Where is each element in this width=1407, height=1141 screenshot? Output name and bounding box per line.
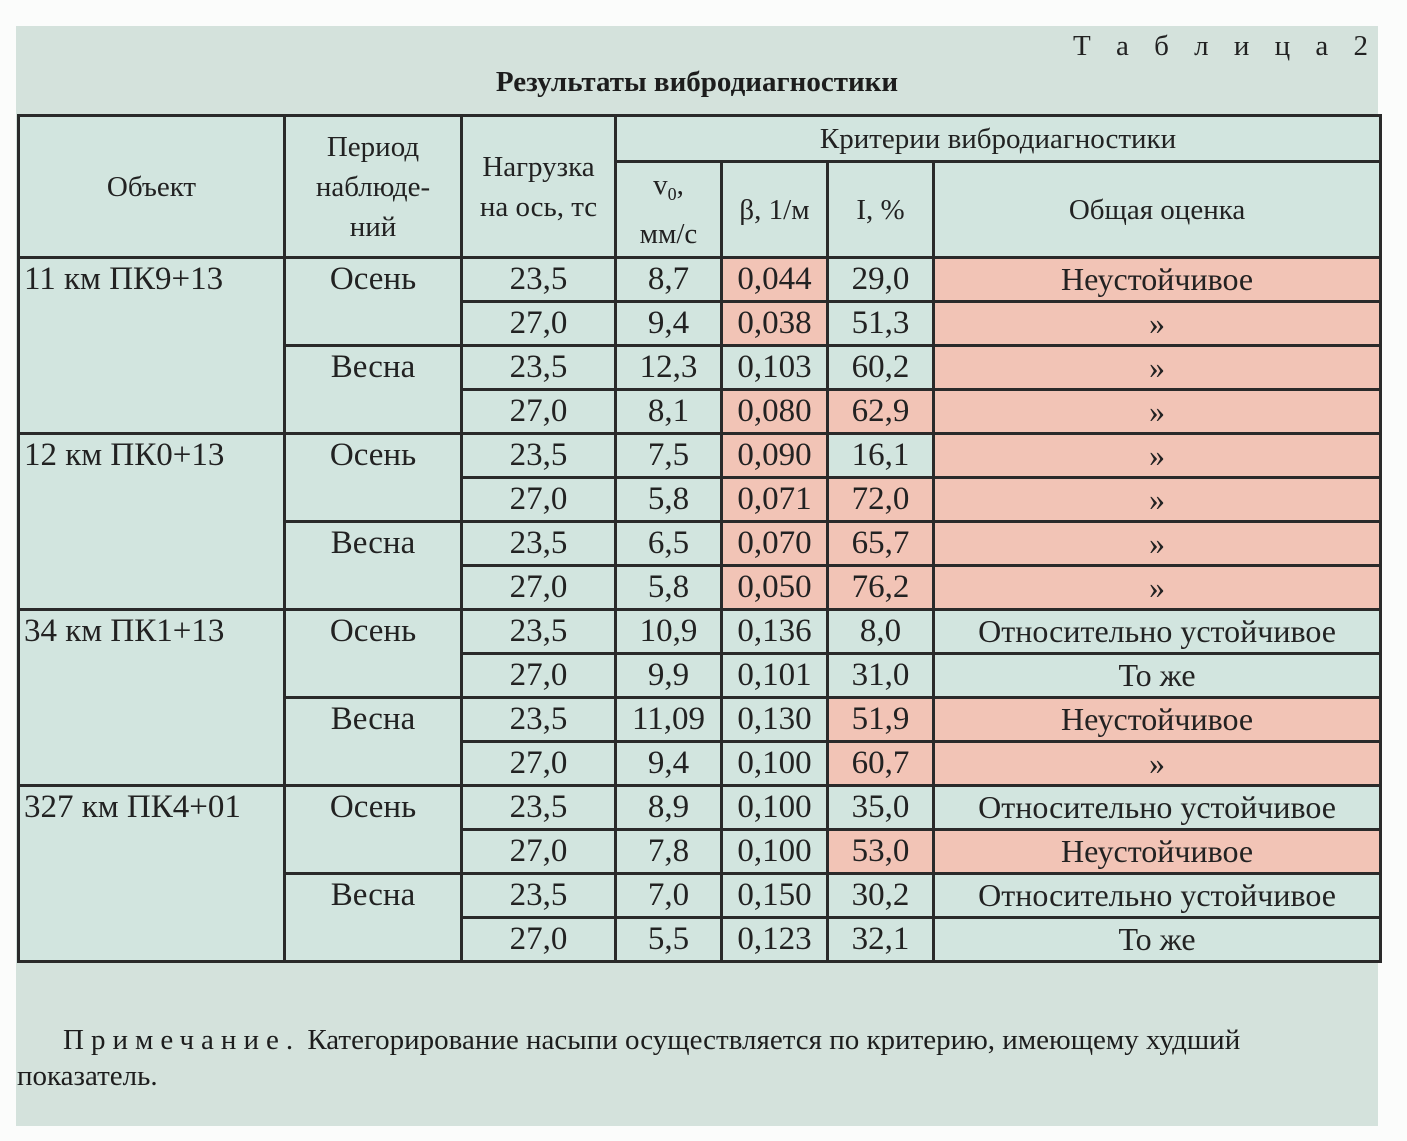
- cell-load: 27,0: [462, 654, 616, 698]
- table-row: [19, 610, 1381, 654]
- cell-beta: 0,150: [722, 874, 828, 918]
- cell-load: 23,5: [462, 786, 616, 830]
- cell-beta: 0,090: [722, 434, 828, 478]
- cell-load: 27,0: [462, 302, 616, 346]
- cell-eval: Неустойчивое: [934, 698, 1381, 742]
- cell-v0: 6,5: [616, 522, 722, 566]
- cell-load: 27,0: [462, 742, 616, 786]
- cell-beta: 0,103: [722, 346, 828, 390]
- cell-i: 32,1: [828, 918, 934, 962]
- cell-load: 23,5: [462, 434, 616, 478]
- cell-v0: 9,9: [616, 654, 722, 698]
- cell-v0: 8,9: [616, 786, 722, 830]
- cell-period: Осень: [285, 786, 462, 874]
- cell-i: 31,0: [828, 654, 934, 698]
- header-load: Нагрузка на ось, тс: [462, 116, 616, 258]
- cell-eval: »: [934, 346, 1381, 390]
- header-period: Период наблюде-ний: [285, 116, 462, 258]
- header-v0-unit: мм/с: [639, 218, 698, 250]
- table-title: Результаты вибродиагностики: [495, 66, 899, 98]
- cell-beta: 0,070: [722, 522, 828, 566]
- header-v0-symbol: v: [653, 169, 668, 201]
- note: [17, 1022, 1377, 1094]
- cell-beta: 0,130: [722, 698, 828, 742]
- cell-i: 16,1: [828, 434, 934, 478]
- cell-eval: »: [934, 522, 1381, 566]
- cell-eval: Неустойчивое: [934, 830, 1381, 874]
- table-row: [19, 434, 1381, 478]
- cell-v0: 9,4: [616, 302, 722, 346]
- cell-load: 27,0: [462, 830, 616, 874]
- cell-i: 51,3: [828, 302, 934, 346]
- cell-i: 62,9: [828, 390, 934, 434]
- note-text: Категорирование насыпи осуществляется по критерию, имеющему худший показатель.: [17, 1024, 1241, 1092]
- cell-i: 60,7: [828, 742, 934, 786]
- header-criteria: Критерии вибродиагностики: [616, 116, 1381, 162]
- cell-load: 27,0: [462, 478, 616, 522]
- cell-object: 34 км ПК1+13: [19, 610, 285, 786]
- header-v0-subscript: 0: [667, 184, 677, 204]
- cell-beta: 0,050: [722, 566, 828, 610]
- results-table: [17, 114, 1382, 963]
- cell-v0: 7,0: [616, 874, 722, 918]
- cell-i: 8,0: [828, 610, 934, 654]
- cell-i: 35,0: [828, 786, 934, 830]
- cell-i: 76,2: [828, 566, 934, 610]
- cell-object: 12 км ПК0+13: [19, 434, 285, 610]
- cell-beta: 0,136: [722, 610, 828, 654]
- cell-i: 65,7: [828, 522, 934, 566]
- cell-v0: 7,5: [616, 434, 722, 478]
- header-v0: [616, 162, 722, 258]
- header-v0-comma: ,: [676, 169, 684, 201]
- cell-v0: 5,8: [616, 566, 722, 610]
- cell-eval: То же: [934, 654, 1381, 698]
- cell-eval: »: [934, 302, 1381, 346]
- cell-object: 327 км ПК4+01: [19, 786, 285, 962]
- cell-eval: То же: [934, 918, 1381, 962]
- cell-eval: »: [934, 434, 1381, 478]
- cell-i: 60,2: [828, 346, 934, 390]
- cell-beta: 0,101: [722, 654, 828, 698]
- note-label: Примечание.: [63, 1024, 301, 1056]
- cell-load: 23,5: [462, 346, 616, 390]
- cell-beta: 0,038: [722, 302, 828, 346]
- cell-i: 53,0: [828, 830, 934, 874]
- cell-i: 29,0: [828, 258, 934, 302]
- cell-eval: Относительно устойчивое: [934, 610, 1381, 654]
- cell-eval: Относительно устойчивое: [934, 874, 1381, 918]
- cell-beta: 0,123: [722, 918, 828, 962]
- cell-v0: 12,3: [616, 346, 722, 390]
- header-i: I, %: [828, 162, 934, 258]
- cell-v0: 8,1: [616, 390, 722, 434]
- cell-i: 30,2: [828, 874, 934, 918]
- cell-beta: 0,080: [722, 390, 828, 434]
- cell-v0: 5,5: [616, 918, 722, 962]
- cell-period: Весна: [285, 698, 462, 786]
- cell-load: 23,5: [462, 258, 616, 302]
- cell-load: 23,5: [462, 522, 616, 566]
- cell-period: Весна: [285, 874, 462, 962]
- cell-period: Осень: [285, 610, 462, 698]
- cell-period: Осень: [285, 434, 462, 522]
- cell-object: 11 км ПК9+13: [19, 258, 285, 434]
- cell-i: 51,9: [828, 698, 934, 742]
- cell-eval: Относительно устойчивое: [934, 786, 1381, 830]
- cell-load: 27,0: [462, 918, 616, 962]
- cell-beta: 0,100: [722, 742, 828, 786]
- cell-load: 27,0: [462, 566, 616, 610]
- cell-load: 23,5: [462, 874, 616, 918]
- cell-period: Весна: [285, 346, 462, 434]
- cell-beta: 0,100: [722, 830, 828, 874]
- cell-v0: 9,4: [616, 742, 722, 786]
- cell-eval: »: [934, 742, 1381, 786]
- table-caption: Т а б л и ц а 2: [1073, 30, 1377, 62]
- header-eval: Общая оценка: [934, 162, 1381, 258]
- cell-eval: »: [934, 566, 1381, 610]
- table-body: [19, 258, 1381, 962]
- cell-eval: »: [934, 390, 1381, 434]
- table-row: [19, 258, 1381, 302]
- cell-v0: 5,8: [616, 478, 722, 522]
- cell-v0: 8,7: [616, 258, 722, 302]
- cell-v0: 7,8: [616, 830, 722, 874]
- cell-v0: 11,09: [616, 698, 722, 742]
- cell-eval: Неустойчивое: [934, 258, 1381, 302]
- cell-i: 72,0: [828, 478, 934, 522]
- cell-v0: 10,9: [616, 610, 722, 654]
- cell-eval: »: [934, 478, 1381, 522]
- table-row: [19, 786, 1381, 830]
- cell-load: 27,0: [462, 390, 616, 434]
- cell-load: 23,5: [462, 610, 616, 654]
- header-beta: β, 1/м: [722, 162, 828, 258]
- header-object: Объект: [19, 116, 285, 258]
- cell-beta: 0,044: [722, 258, 828, 302]
- cell-period: Осень: [285, 258, 462, 346]
- cell-period: Весна: [285, 522, 462, 610]
- cell-beta: 0,100: [722, 786, 828, 830]
- cell-beta: 0,071: [722, 478, 828, 522]
- cell-load: 23,5: [462, 698, 616, 742]
